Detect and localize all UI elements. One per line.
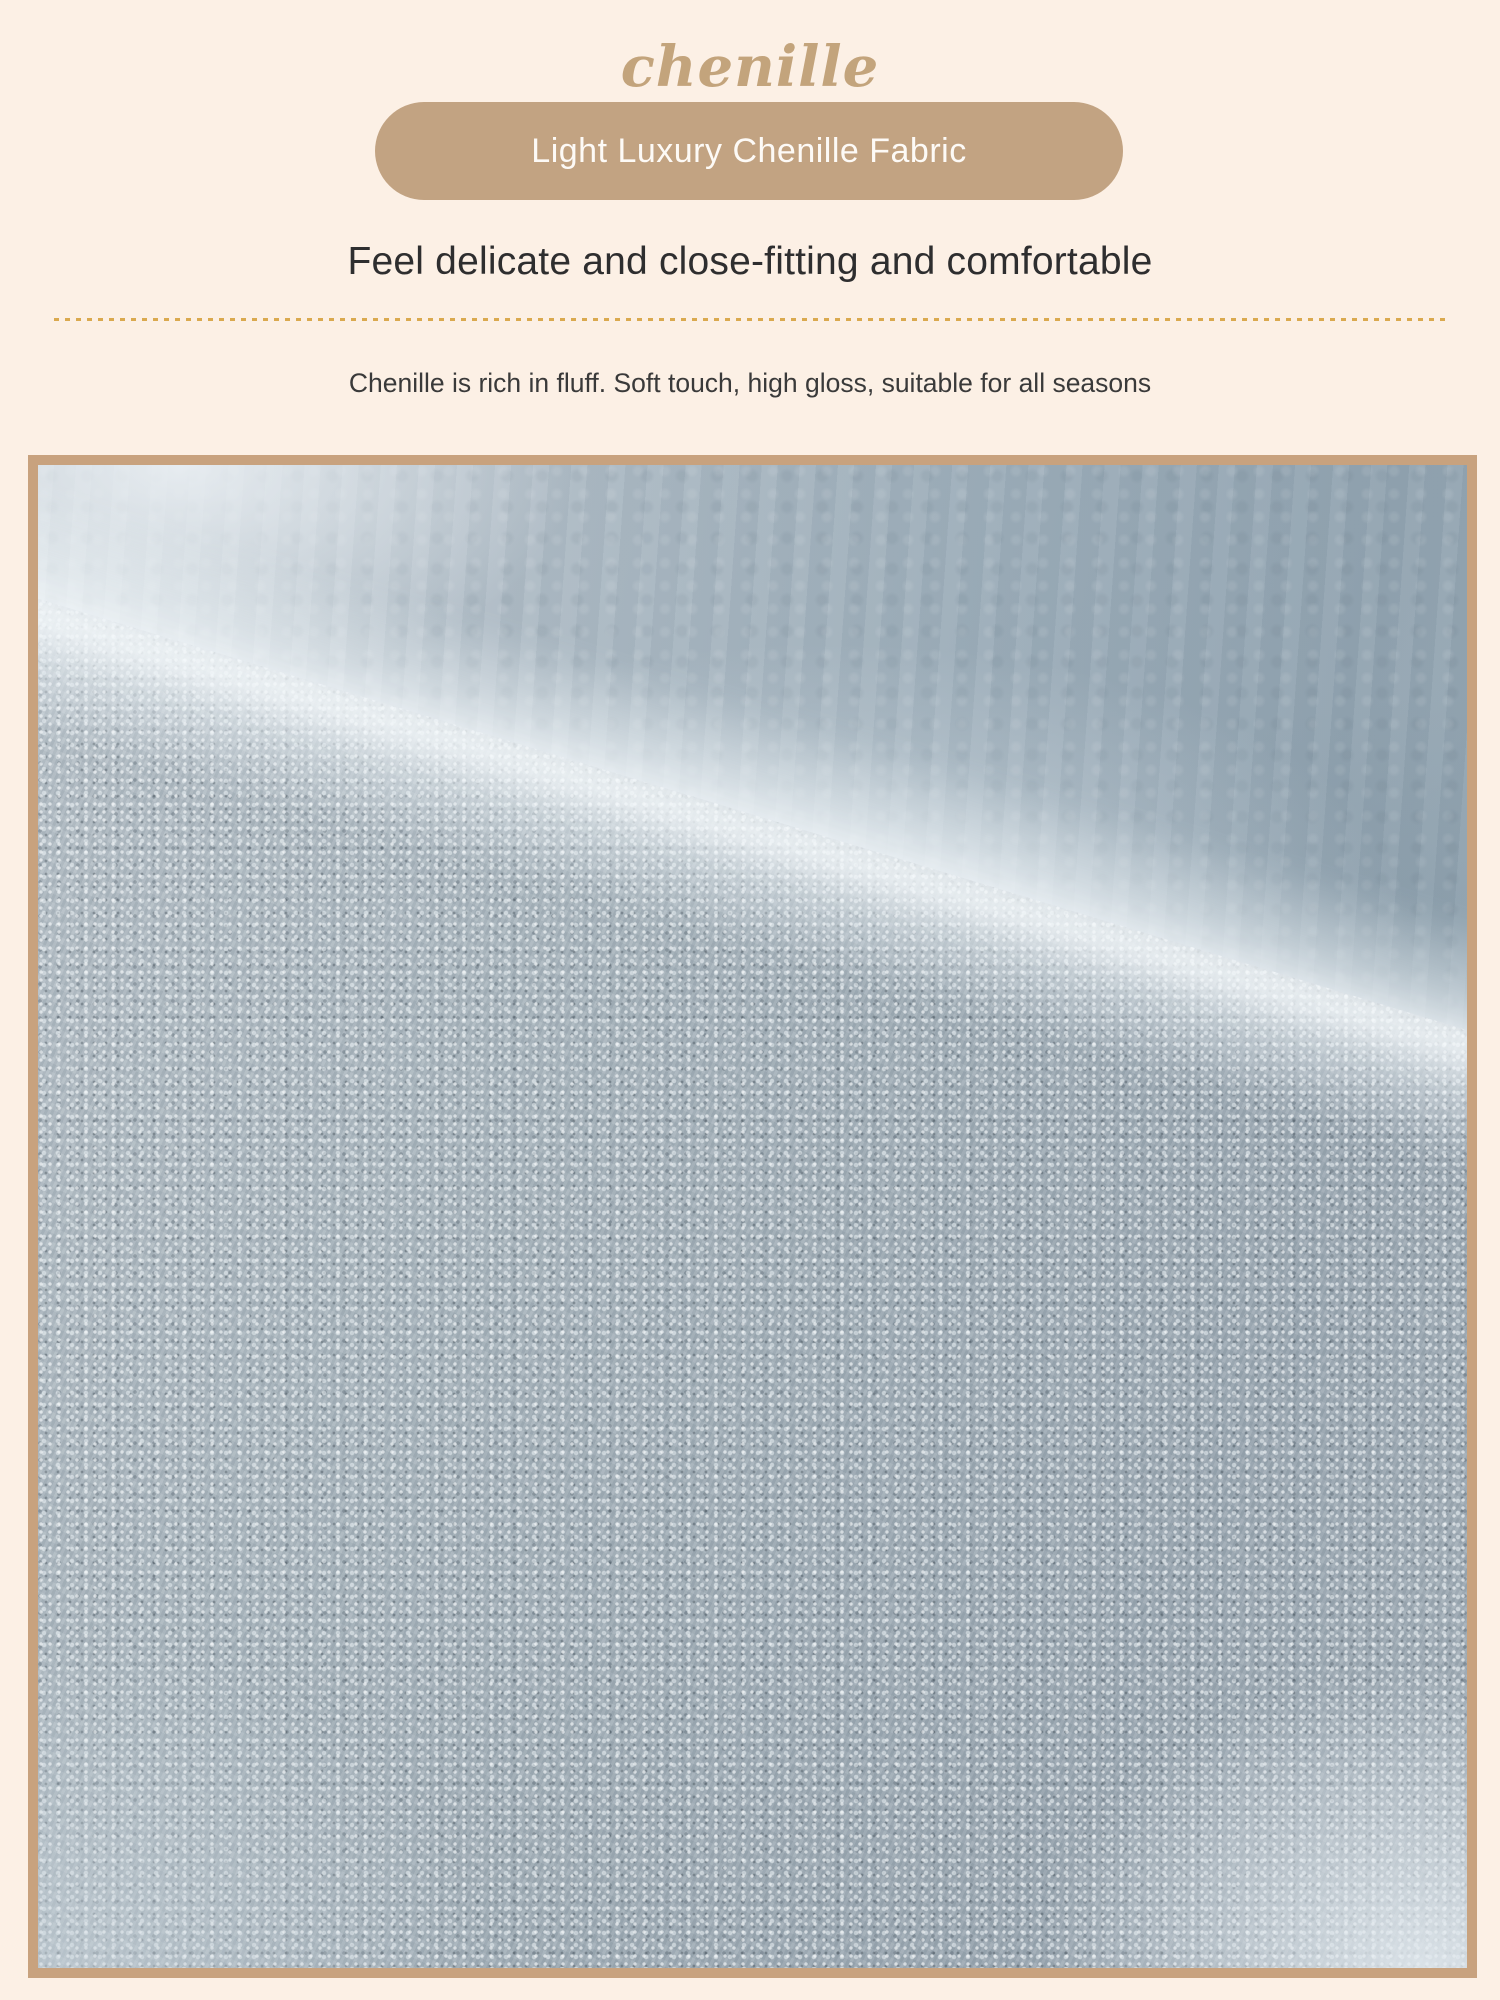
chenille-script-text: chenille <box>620 34 880 100</box>
dotted-divider <box>54 318 1446 321</box>
section-title: Feel delicate and close-fitting and comfortable <box>347 240 1153 283</box>
fabric-photo <box>38 465 1467 1968</box>
section-subtitle: Chenille is rich in fluff. Soft touch, high gloss, suitable for all seasons <box>348 368 1152 398</box>
fabric-badge-label: Light Luxury Chenille Fabric <box>531 131 967 170</box>
fabric-photo-frame <box>28 455 1477 1978</box>
fabric-badge <box>375 102 1123 200</box>
